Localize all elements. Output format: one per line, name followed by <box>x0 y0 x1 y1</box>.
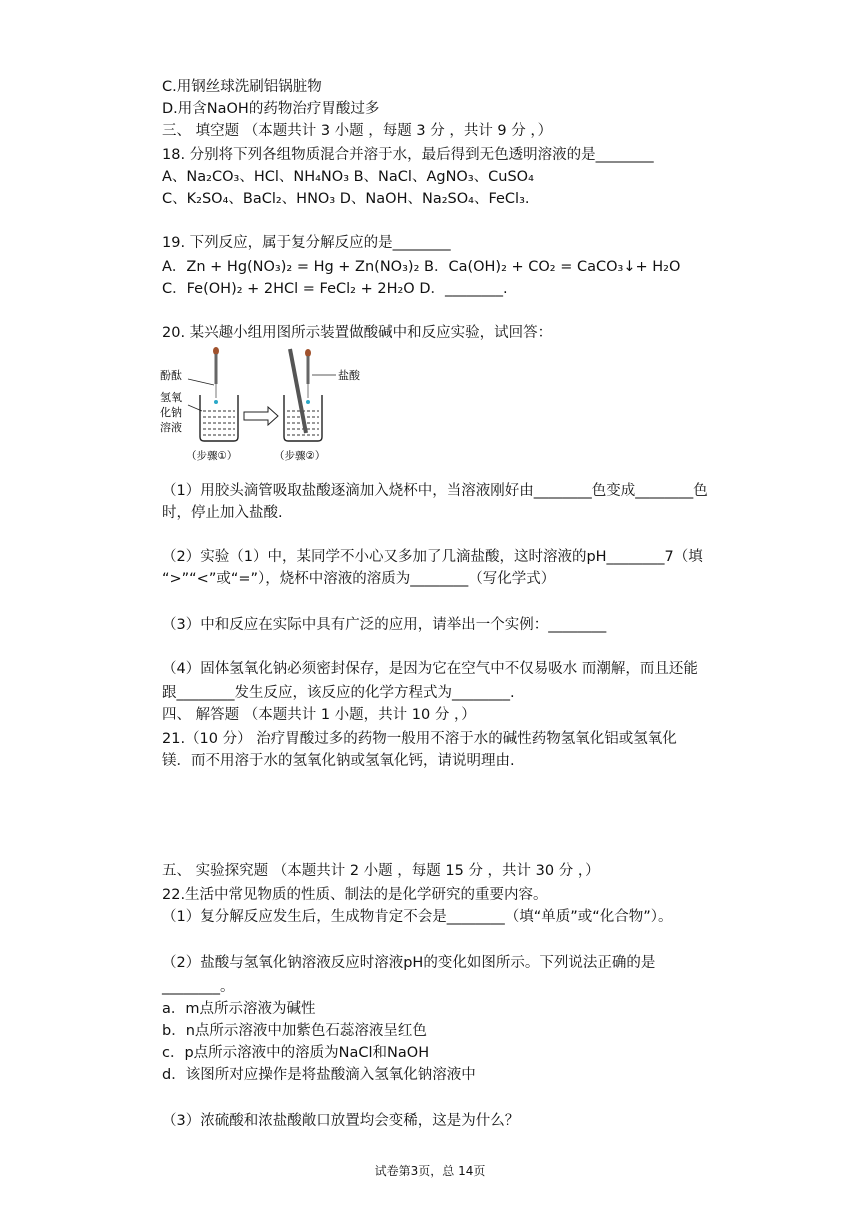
text-line: 跟________发生反应，该反应的化学方程式为________. <box>162 685 515 701</box>
dropper-step2 <box>305 349 311 404</box>
text-line: d．该图所对应操作是将盐酸滴入氢氧化钠溶液中 <box>162 1067 476 1083</box>
label-hcl: 盐酸 <box>338 369 360 382</box>
text-line: 22.生活中常见物质的性质、制法的是化学研究的重要内容。 <box>162 887 548 903</box>
text-line: C.用钢丝球洗刷铝锅脏物 <box>162 79 322 95</box>
text-line: 20. 某兴趣小组用图所示装置做酸碱中和反应实验，试回答： <box>162 325 553 341</box>
text-line: （3）浓硫酸和浓盐酸敞口放置均会变稀，这是为什么？ <box>162 1113 520 1129</box>
text-line: D.用含NaOH的药物治疗胃酸过多 <box>162 101 380 117</box>
text-line: a．m点所示溶液为碱性 <box>162 1001 316 1017</box>
beaker-step1 <box>200 395 238 441</box>
text-line: A、Na₂CO₃、HCl、NH₄NO₃ B、NaCl、AgNO₃、CuSO₄ <box>162 169 534 185</box>
label-phenolphthalein: 酚酞 <box>160 369 182 382</box>
text-line: C、K₂SO₄、BaCl₂、HNO₃ D、NaOH、Na₂SO₄、FeCl₃. <box>162 191 530 207</box>
text-line: c．p点所示溶液中的溶质为NaCl和NaOH <box>162 1045 430 1061</box>
text-line: （2）盐酸与氢氧化钠溶液反应时溶液pH的变化如图所示。下列说法正确的是 <box>162 955 656 971</box>
text-line: （1）用胶头滴管吸取盐酸逐滴加入烧杯中，当溶液刚好由________色变成________色 <box>162 483 708 499</box>
page-footer: 试卷第3页，总 14页 <box>374 1164 486 1178</box>
text-line: 时，停止加入盐酸. <box>162 505 283 521</box>
text-line: “>”“<”或“=”），烧杯中溶液的溶质为________（写化学式） <box>162 571 556 587</box>
text-line: ________。 <box>162 979 235 995</box>
label-naoh-3: 溶液 <box>160 421 182 434</box>
text-line: b．n点所示溶液中加紫色石蕊溶液呈红色 <box>162 1023 427 1039</box>
text-line: A．Zn + Hg(NO₃)₂ = Hg + Zn(NO₃)₂ B．Ca(OH)₂ + CO₂ = CaCO₃↓+ H₂O <box>162 259 681 275</box>
caption-step2: （步骤②） <box>274 450 326 462</box>
dropper-step1 <box>213 347 219 404</box>
experiment-figure <box>160 345 380 465</box>
text-line: 21.（10 分） 治疗胃酸过多的药物一般用不溶于水的碱性药物氢氧化铝或氢氧化 <box>162 731 677 747</box>
text-line: 三、 填空题 （本题共计 3 小题 ，每题 3 分 ，共计 9 分 ，） <box>162 123 553 139</box>
label-naoh-1: 氢氧 <box>160 391 182 404</box>
text-line: 镁．而不用溶于水的氢氧化钠或氢氧化钙，请说明理由. <box>162 753 515 769</box>
text-line: （4）固体氢氧化钠必须密封保存，是因为它在空气中不仅易吸水 而潮解，而且还能 <box>162 661 698 677</box>
text-line: 18. 分别将下列各组物质混合并溶于水，最后得到无色透明溶液的是________ <box>162 147 654 163</box>
text-line: 五、 实验探究题 （本题共计 2 小题 ，每题 15 分 ，共计 30 分 ，） <box>162 863 600 879</box>
label-naoh-2: 化钠 <box>160 406 182 419</box>
glass-rod <box>290 349 306 433</box>
text-line: （1）复分解反应发生后，生成物肯定不会是________（填“单质”或“化合物”）。 <box>162 909 673 925</box>
text-line: C．Fe(OH)₂ + 2HCl = FeCl₂ + 2H₂O D．________. <box>162 281 508 297</box>
text-line: （2）实验（1）中，某同学不小心又多加了几滴盐酸，这时溶液的pH________7（填 <box>162 549 703 565</box>
text-line: 19. 下列反应，属于复分解反应的是________ <box>162 235 451 251</box>
caption-step1: （步骤①） <box>186 450 238 462</box>
arrow-icon <box>244 407 278 425</box>
text-line: 四、 解答题 （本题共计 1 小题，共计 10 分 ，） <box>162 707 476 723</box>
text-line: （3）中和反应在实际中具有广泛的应用，请举出一个实例：________ <box>162 617 607 633</box>
